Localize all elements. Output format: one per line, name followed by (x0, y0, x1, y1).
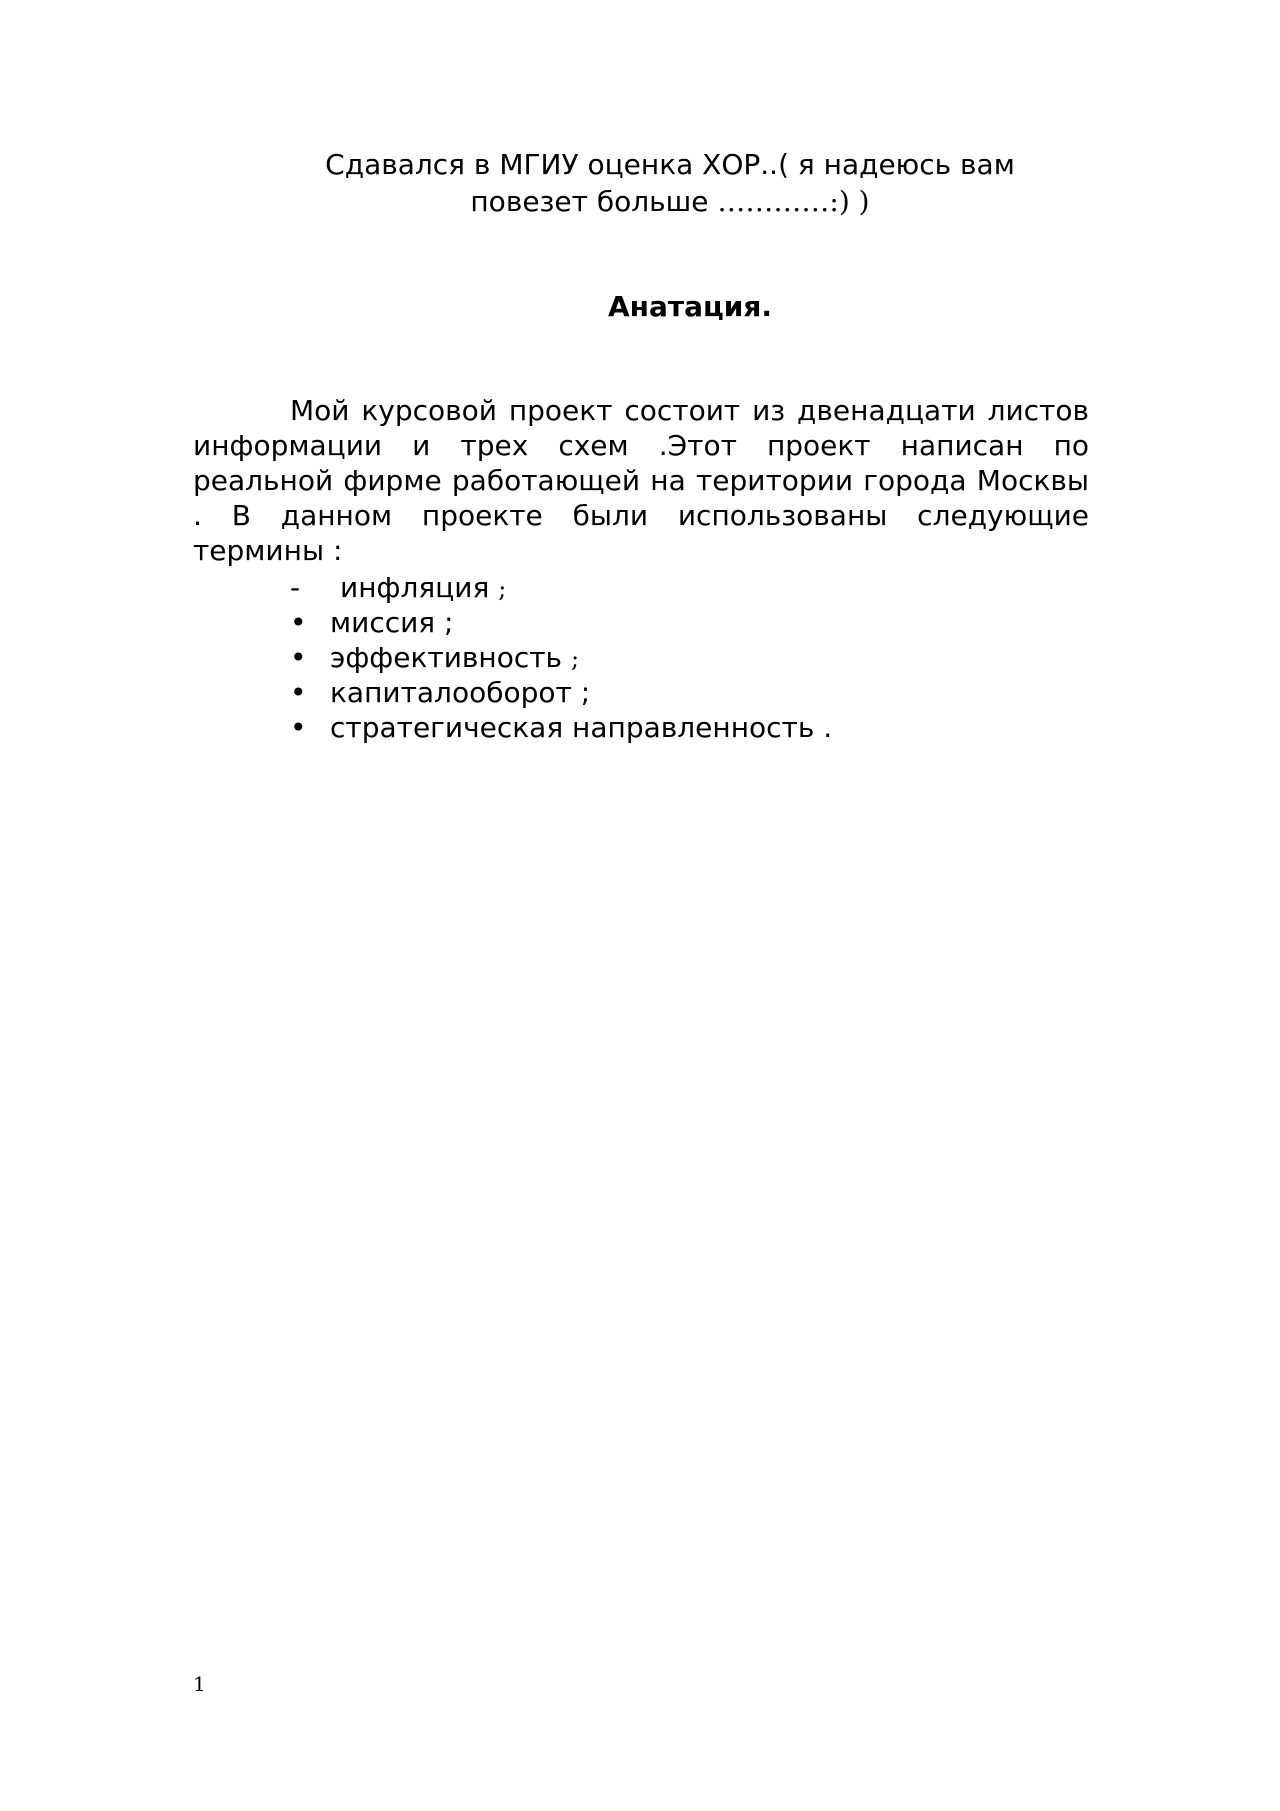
list-item-text: инфляция (340, 571, 490, 604)
list-item-text: эффективность (330, 641, 563, 674)
list-item-marker: • (290, 641, 307, 674)
list-item (290, 605, 832, 640)
list-item-text: миссия ; (330, 606, 454, 639)
page-number: 1 (193, 1672, 206, 1696)
list-item (290, 570, 832, 605)
top-note-line-2-dots: …………:) ) (717, 185, 870, 218)
list-item (290, 640, 832, 675)
list-item-text: капиталооборот ; (330, 676, 591, 709)
body-paragraph: Мой курсовой проект состоит из двенадцати листов информации и трех схем .Этот проект написан по реальной фирме работающей на територии города Москвы . В данном проекте были использованы следующие термины : (193, 394, 1089, 567)
list-item (290, 710, 832, 745)
top-note-line-2 (190, 183, 1150, 220)
list-item-marker: • (290, 676, 307, 709)
terms-list (290, 570, 832, 745)
list-item-suffix: ; (498, 575, 507, 603)
top-note-line-1: Сдавался в МГИУ оценка ХОР..( я надеюсь вам (325, 148, 1015, 181)
list-item-marker: • (290, 606, 307, 639)
list-item-marker: • (290, 711, 307, 744)
list-item (290, 675, 832, 710)
section-heading: Анатация. (607, 290, 773, 323)
list-item-marker: - (290, 571, 301, 604)
top-note (190, 146, 1150, 220)
top-note-line-2-text: повезет больше (470, 185, 709, 218)
list-item-suffix: ; (570, 645, 580, 673)
list-item-text: стратегическая направленность . (330, 711, 833, 744)
